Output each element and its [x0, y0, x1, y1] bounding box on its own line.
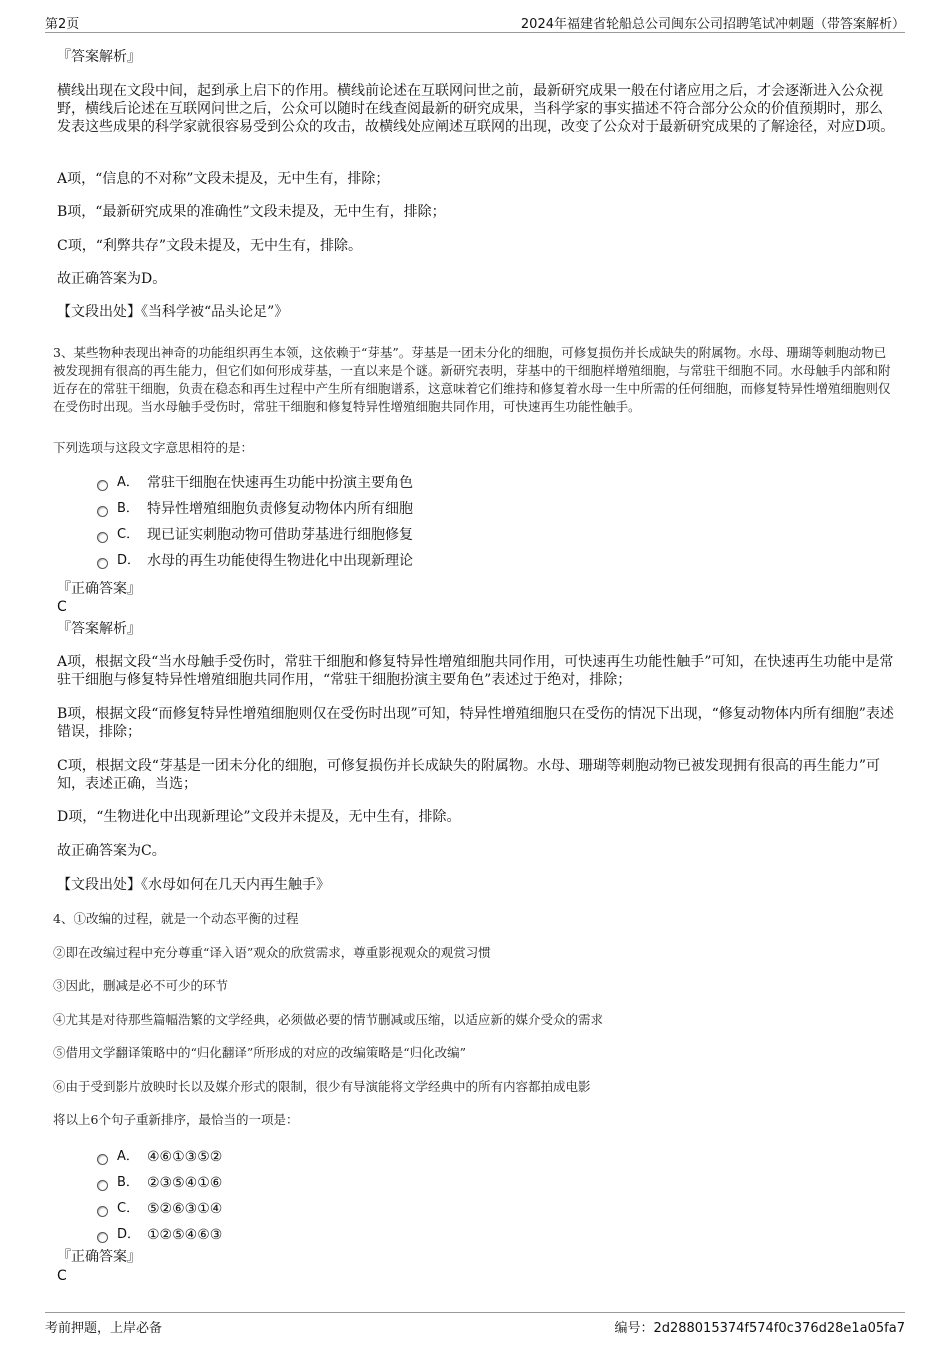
q2-source: 【文段出处】《当科学被“品头论足”》	[57, 304, 289, 320]
q3-source: 【文段出处】《水母如何在几天内再生触手》	[57, 877, 330, 893]
q3-option-c[interactable]: C． 现已证实刺胞动物可借助芽基进行细胞修复	[97, 522, 895, 548]
q2-conclusion: 故正确答案为D。	[57, 271, 167, 287]
radio-button-icon[interactable]	[97, 480, 108, 491]
q4-option-c[interactable]: C． ⑤②⑥③①④	[97, 1196, 895, 1222]
q3-options	[57, 470, 895, 574]
q4-sentence-6: ⑥由于受到影片放映时长以及媒介形式的限制，很少有导演能将文学经典中的所有内容都拍成电影	[53, 1079, 591, 1094]
radio-button-icon[interactable]	[97, 506, 108, 517]
q3-analysis-a: A项，根据文段“当水母触手受伤时，常驻干细胞和修复特异性增殖细胞共同作用，可快速再生功能性触手”可知，在快速再生功能中是常驻干细胞与修复特异性增殖细胞共同作用，“常驻干细胞扮演主要角色”表述过于绝对，排除；	[57, 654, 894, 688]
q3-analysis-label: 『答案解析』	[57, 621, 141, 637]
q2-analysis-paragraph: 横线出现在文段中间，起到承上启下的作用。横线前论述在互联网问世之前，最新研究成果一般在付诸应用之后，才会逐渐进入公众视野，横线后论述在互联网问世之后，公众可以随时在线查阅最新的研究成果，当科学家的事实描述不符合部分公众的价值预期时，那么发表这些成果的科学家就很容易受到公众的攻击，故横线处应阐述互联网的出现，改变了公众对于最新研究成果的了解途径，对应D项。	[57, 83, 895, 135]
radio-button-icon[interactable]	[97, 1154, 108, 1165]
page-header	[45, 10, 905, 33]
q2-analysis-c: C项，“利弊共存”文段未提及，无中生有，排除。	[57, 238, 363, 254]
q4-option-b[interactable]: B． ②③⑤④①⑥	[97, 1170, 895, 1196]
q3-analysis-b: B项，根据文段“而修复特异性增殖细胞则仅在受伤时出现”可知，特异性增殖细胞只在受伤的情况下出现，“修复动物体内所有细胞”表述错误，排除；	[57, 706, 894, 740]
q4-options	[57, 1144, 895, 1248]
q2-analysis-b: B项，“最新研究成果的准确性”文段未提及，无中生有，排除；	[57, 204, 446, 220]
q3-option-d[interactable]: D． 水母的再生功能使得生物进化中出现新理论	[97, 548, 895, 574]
q3-option-a[interactable]: A． 常驻干细胞在快速再生功能中扮演主要角色	[97, 470, 895, 496]
q3-answer-label: 『正确答案』	[57, 581, 141, 597]
q3-analysis-d: D项，“生物进化中出现新理论”文段并未提及，无中生有，排除。	[57, 809, 461, 825]
q4-prompt: 将以上6个句子重新排序，最恰当的一项是：	[53, 1112, 299, 1127]
q3-conclusion: 故正确答案为C。	[57, 843, 166, 859]
q4-option-d[interactable]: D． ①②⑤④⑥③	[97, 1222, 895, 1248]
footer-slogan: 考前押题，上岸必备	[45, 1321, 163, 1336]
q4-sentence-5: ⑤借用文学翻译策略中的“归化翻译”所形成的对应的改编策略是“归化改编”	[53, 1045, 467, 1060]
q4-answer-label: 『正确答案』	[57, 1249, 141, 1265]
q2-analysis-a: A项，“信息的不对称”文段未提及，无中生有，排除；	[57, 171, 390, 187]
document-title: 2024年福建省轮船总公司闽东公司招聘笔试冲刺题（带答案解析）	[520, 17, 905, 32]
page-footer	[45, 1312, 905, 1335]
q4-sentence-4: ④尤其是对待那些篇幅浩繁的文学经典，必须做必要的情节删减或压缩，以适应新的媒介受众的需求	[53, 1012, 604, 1027]
q3-stem: 3、某些物种表现出神奇的功能组织再生本领，这依赖于“芽基”。芽基是一团未分化的细胞，可修复损伤并长成缺失的附属物。水母、珊瑚等刺胞动物已被发现拥有很高的再生能力，但它们如何形成芽基，一直以来是个谜。新研究表明，芽基中的干细胞样增殖细胞，与常驻干细胞不同。水母触手内部和附近存在的常驻干细胞，负责在稳态和再生过程中产生所有细胞谱系，这意味着它们维持和修复着水母一生中所需的任何细胞，而修复特异性增殖细胞则仅在受伤时出现。当水母触手受伤时，常驻干细胞和修复特异性增殖细胞共同作用，可快速再生功能性触手。	[53, 345, 891, 414]
q2-analysis-label: 『答案解析』	[57, 49, 141, 65]
q4-sentence-3: ③因此，删减是必不可少的环节	[53, 978, 229, 993]
radio-button-icon[interactable]	[97, 1180, 108, 1191]
radio-button-icon[interactable]	[97, 558, 108, 569]
page-number: 第2页	[45, 17, 80, 32]
q4-sentence-1: 4、①改编的过程，就是一个动态平衡的过程	[53, 911, 299, 926]
q3-prompt: 下列选项与这段文字意思相符的是：	[53, 440, 254, 455]
q3-analysis-c: C项，根据文段“芽基是一团未分化的细胞，可修复损伤并长成缺失的附属物。水母、珊瑚等刺胞动物已被发现拥有很高的再生能力”可知，表述正确，当选；	[57, 758, 881, 792]
document-id: 编号：2d288015374f574f0c376d28e1a05fa7	[614, 1321, 905, 1336]
q3-option-b[interactable]: B． 特异性增殖细胞负责修复动物体内所有细胞	[97, 496, 895, 522]
q4-answer: C	[57, 1268, 67, 1284]
q4-sentence-2: ②即在改编过程中充分尊重“译入语”观众的欣赏需求，尊重影视观众的观赏习惯	[53, 945, 491, 960]
radio-button-icon[interactable]	[97, 1232, 108, 1243]
q4-option-a[interactable]: A． ④⑥①③⑤②	[97, 1144, 895, 1170]
q3-answer: C	[57, 599, 67, 615]
radio-button-icon[interactable]	[97, 532, 108, 543]
radio-button-icon[interactable]	[97, 1206, 108, 1217]
